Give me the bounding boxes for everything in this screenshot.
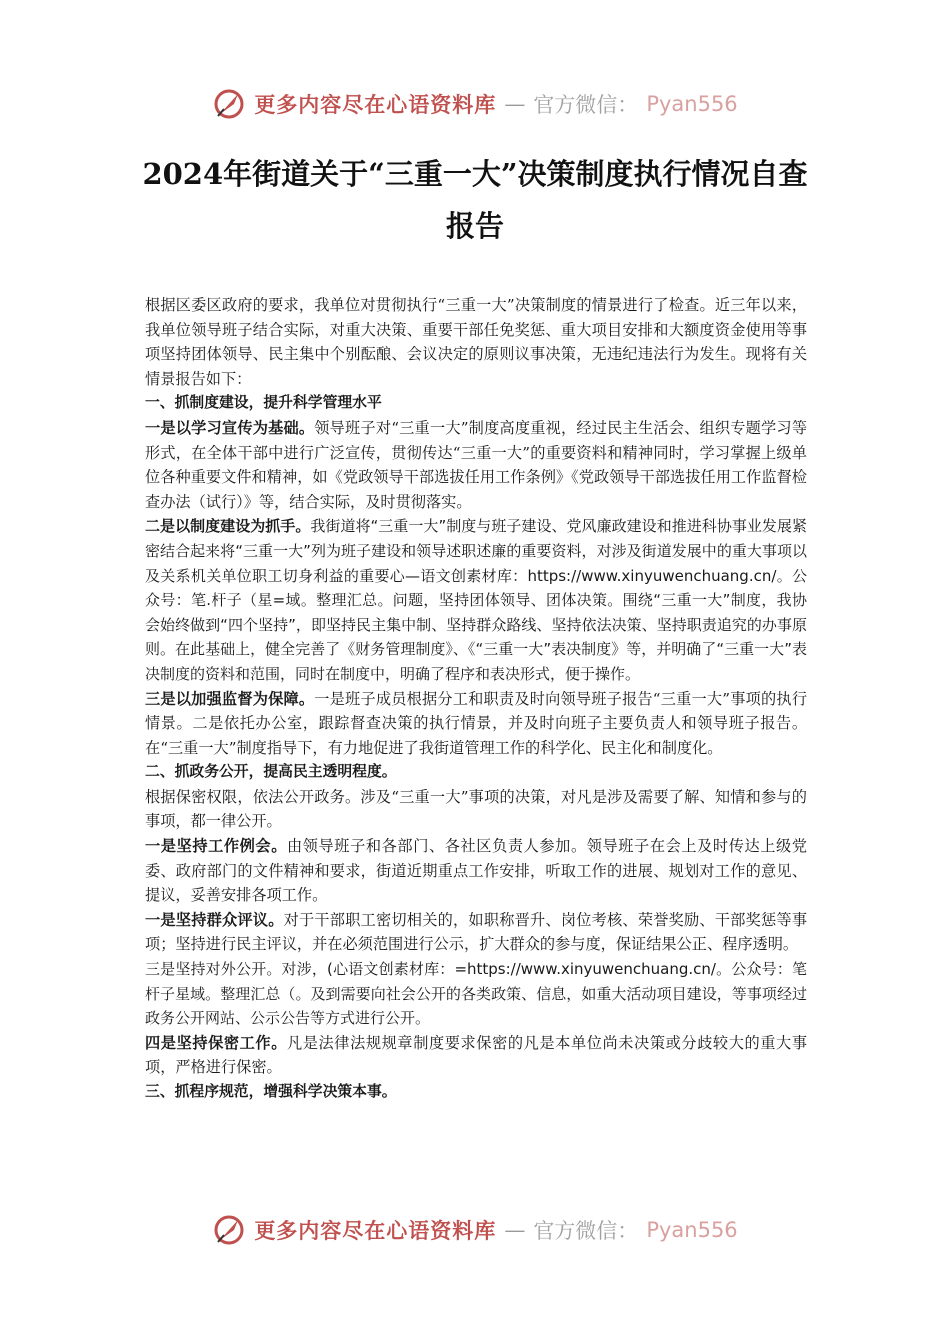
paragraph-text: 我街道将“三重一大”制度与班子建设、党风廉政建设和推进科协事业发展紧密结合起来将“三重一大”列为班子建设和领导述职述廉的重要资料，对涉及街道发展中的重大事项以及关系机关单位职工切身利益的重要心—语文创素材库：https://www.xinyuwenchuang.cn/。公众号：笔.杆子（星=域。整理汇总。问题，坚持团体领导、团体决策。围绕“三重一大”制度，我协会始终做到“四个坚持”，即坚持民主集中制、坚持群众路线、坚持依法决策、坚持职责追究的办事原则。在此基础上，健全完善了《财务管理制度》、《“三重一大”表决制度》等，并明确了“三重一大”表决制度的资料和范围，同时在制度中，明确了程序和表决形式，便于操作。 — [145, 517, 807, 683]
paragraph-lead: 三是以加强监督为保障。 — [145, 689, 315, 708]
banner-brand-text: 更多内容尽在心语资料库 — [254, 1218, 497, 1243]
section-heading-3: 三、抓程序规范，增强科学决策本事。 — [145, 1083, 397, 1100]
footer-watermark-banner — [0, 1208, 950, 1252]
section-heading-2: 二、抓政务公开，提高民主透明程度。 — [145, 763, 397, 781]
paragraph-study — [145, 416, 807, 514]
paragraph-review — [145, 908, 807, 957]
document-title: 2024年街道关于“三重一大”决策制度执行情况自查报告 — [142, 157, 808, 243]
paragraph-disclosure: 根据保密权限，依法公开政务。涉及“三重一大”事项的决策，对凡是涉及需要了解、知情和参与的事项，都一律公开。 — [145, 787, 807, 831]
banner-dash: — — [504, 92, 526, 116]
paragraph-secrecy — [145, 1031, 807, 1080]
banner-dash: — — [504, 1218, 526, 1242]
paragraph-supervision — [145, 687, 807, 761]
banner-wechat-id: Pyan556 — [646, 1218, 738, 1242]
paragraph-text: 领导班子对“三重一大”制度高度重视，经过民主生活会、组织专题学习等形式，在全体干部中进行广泛宣传，贯彻传达“三重一大”的重要资料和精神同时，学习掌握上级单位各种重要文件和精神，如《党政领导干部选拔任用工作条例》《党政领导干部选拔任用工作监督检查办法（试行）》等，结合实际，及时贯彻落实。 — [145, 418, 808, 511]
paragraph-lead: 四是坚持保密工作。 — [145, 1033, 287, 1052]
paragraph-lead: 一是以学习宣传为基础。 — [145, 418, 315, 437]
paragraph-system — [145, 514, 807, 686]
paragraph-text: 由领导班子和各部门、各社区负责人参加。领导班子在会上及时传达上级党委、政府部门的文件精神和要求，街道近期重点工作安排，听取工作的进展、规划对工作的意见、提议，妥善安排各项工作。 — [145, 837, 808, 905]
quill-pen-logo-icon — [212, 87, 246, 121]
paragraph-text: 对于干部职工密切相关的，如职称晋升、岗位考核、荣誉奖励、干部奖惩等事项；坚持进行民主评议，并在必须范围进行公示，扩大群众的参与度，保证结果公正、程序透明。 — [145, 910, 808, 954]
paragraph-text: 一是班子成员根据分工和职责及时向领导班子报告“三重一大”事项的执行情景。二是依托办公室，跟踪督查决策的执行情景，并及时向班子主要负责人和领导班子报告。在“三重一大”制度指导下，有力地促进了我街道管理工作的科学化、民主化和制度化。 — [145, 689, 808, 757]
intro-paragraph: 根据区委区政府的要求，我单位对贯彻执行“三重一大”决策制度的情景进行了检查。近三年以来，我单位领导班子结合实际，对重大决策、重要干部任免奖惩、重大项目安排和大额度资金使用等事项坚持团体领导、民主集中个别酝酿、会议决定的原则议事决策，无违纪违法行为发生。现将有关情景报告如下： — [145, 296, 807, 388]
paragraph-lead: 一是坚持群众评议。 — [145, 910, 284, 929]
banner-wechat-id: Pyan556 — [646, 92, 738, 116]
paragraph-text: 凡是法律法规规章制度要求保密的凡是本单位尚未决策或分歧较大的重大事项，严格进行保密。 — [145, 1033, 808, 1077]
quill-pen-logo-icon — [212, 1213, 246, 1247]
banner-official-label: 官方微信： — [533, 1219, 639, 1243]
paragraph-meeting — [145, 834, 807, 908]
paragraph-external: 三是坚持对外公开。对涉，(心语文创素材库：=https://www.xinyuwenchuang.cn/。公众号：笔杆子星域。整理汇总（。及到需要向社会公开的各类政策、信息，如重大活动项目建设，等事项经过政务公开网站、公示公告等方式进行公开。 — [145, 960, 807, 1028]
banner-official-label: 官方微信： — [533, 93, 639, 117]
section-heading-1: 一、抓制度建设，提升科学管理水平 — [145, 394, 382, 412]
paragraph-lead: 一是坚持工作例会。 — [145, 837, 287, 856]
banner-brand-text: 更多内容尽在心语资料库 — [254, 92, 497, 117]
header-watermark-banner — [0, 82, 950, 126]
paragraph-lead: 二是以制度建设为抓手。 — [145, 517, 311, 536]
document-body — [145, 293, 807, 1105]
